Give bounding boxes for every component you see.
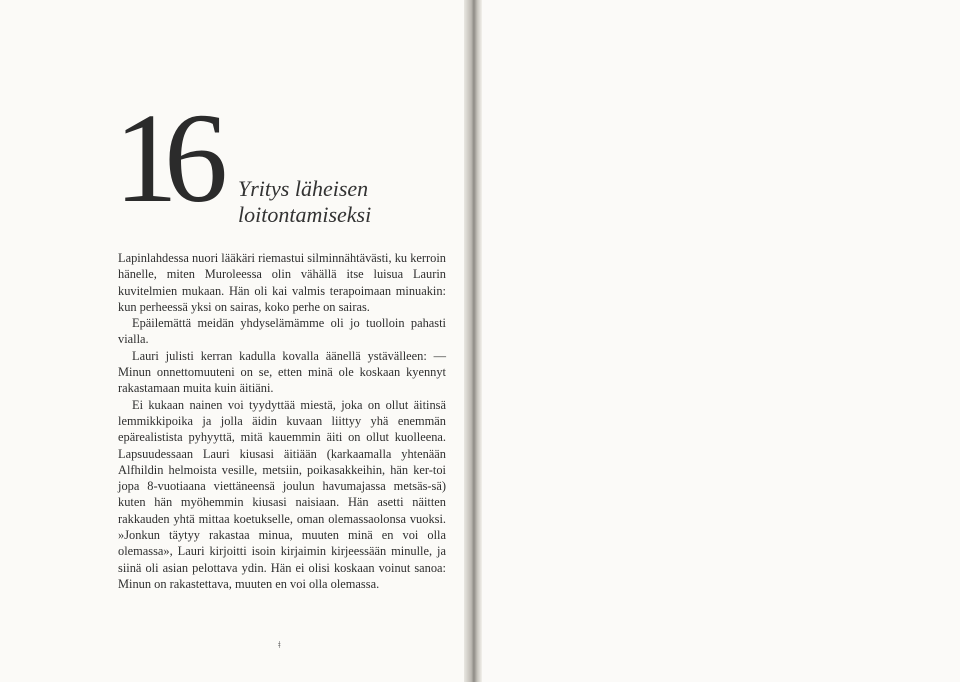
page-ornament: ǂ	[278, 640, 281, 651]
paragraph: Lauri julisti kerran kadulla kovalla äänellä ystävälleen: — Minun onnettomuuteni on se, etten minä ole koskaan kyennyt rakastamaan muita kuin äitiäni.	[118, 348, 446, 396]
chapter-title-line-1: Yritys läheisen	[238, 176, 369, 201]
book-gutter	[464, 0, 482, 682]
chapter-title	[238, 176, 371, 228]
left-page	[0, 0, 468, 682]
paragraph: Lapinlahdessa nuori lääkäri riemastui silminnähtävästi, ku kerroin hänelle, miten Muroleessa olin vähällä itse luisua Laurin kuvitelmien mukaan. Hän oli kai valmis terapoimaan minuakin: kun perheessä yksi on sairas, koko perhe on sairas.	[118, 251, 446, 314]
body-text	[118, 250, 446, 592]
paragraph: Ei kukaan nainen voi tyydyttää miestä, joka on ollut äitinsä lemmikkipoika ja jolla äidin kuvaan liittyy yhä enemmän epärealistista pyhyyttä, mitä kauemmin äiti on ollut kuolleena. Lapsuudessaan Lauri kiusasi äitiään (karkaamalla yhtenään Alfhildin helmoista vesille, metsiin, poikasakkeihin, hän ker-toi jopa 8-vuotiaana viettäneensä joulun havumajassa metsäs-sä) kuten hän myöhemmin kiusasi naisiaan. Hän asetti näitten rakkauden yhtä mittaa koetukselle, oman olemassaolonsa vuoksi. »Jonkun täytyy rakastaa minua, muuten minä en voi olla olemassa», Lauri kirjoitti isoin kirjaimin kirjeessään minulle, ja siinä oli asian pelottava ydin. Hän ei olisi koskaan voinut sanoa: Minun on rakastettava, muuten en voi olla olemassa.	[118, 397, 446, 591]
paragraph: Epäilemättä meidän yhdyselämämme oli jo tuolloin pahasti vialla.	[118, 316, 446, 347]
chapter-number: 16	[114, 87, 214, 229]
chapter-title-line-2: loitontamiseksi	[238, 202, 372, 227]
right-page	[482, 0, 960, 682]
